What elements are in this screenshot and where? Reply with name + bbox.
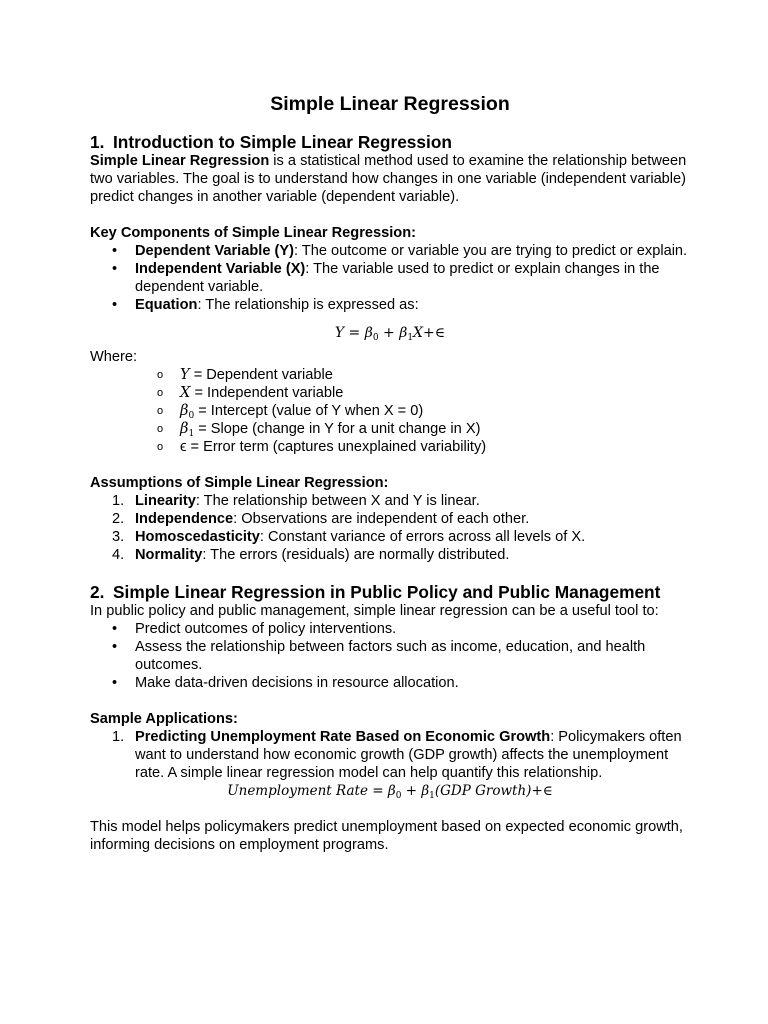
- uses-list: [90, 620, 690, 692]
- section-1-number: 1.: [90, 132, 105, 152]
- bullet-icon: •: [112, 297, 118, 313]
- list-item: • Dependent Variable (Y): The outcome or variable you are trying to predict or explain.: [112, 243, 688, 259]
- list-item: o $\beta_1$ = Slope (change in Y for a unit change in X): [157, 420, 481, 439]
- bullet-icon: •: [112, 639, 118, 655]
- section-2-intro: In public policy and public management, simple linear regression can be a useful tool to:: [90, 603, 659, 619]
- circle-bullet-icon: o: [157, 441, 164, 453]
- list-item: 2. Independence: Observations are independent of each other.: [112, 511, 530, 527]
- section-2-number: 2.: [90, 582, 105, 602]
- closing-paragraph: This model helps policymakers predict unemployment based on expected economic growth, informing decisions on employment programs.: [90, 819, 683, 853]
- unemployment-equation: Unemployment Rate = $\beta_0 + \beta_1(GDP$ Growth)+∈: [227, 783, 553, 801]
- section-2-heading: [90, 582, 690, 602]
- page-title: Simple Linear Regression: [270, 93, 510, 115]
- circle-bullet-icon: o: [157, 405, 164, 417]
- list-item: • Independent Variable (X): The variable used to predict or explain changes in the dependent variable.: [112, 261, 660, 295]
- where-label: Where:: [90, 349, 138, 365]
- section-1-title: Introduction to Simple Linear Regression: [113, 132, 452, 152]
- list-item: • Equation: The relationship is expressed as:: [112, 297, 419, 313]
- key-components-heading: Key Components of Simple Linear Regression:: [90, 225, 416, 241]
- list-item: • Make data-driven decisions in resource allocation.: [112, 675, 459, 691]
- bullet-icon: •: [112, 675, 118, 691]
- list-item: o ϵ = Error term (captures unexplained variability): [157, 439, 487, 455]
- section-2-title: Simple Linear Regression in Public Policy and Public Management: [113, 582, 661, 602]
- document-page: [90, 92, 690, 854]
- list-item: 3. Homoscedasticity: Constant variance of errors across all levels of X.: [112, 529, 586, 545]
- list-item: • Predict outcomes of policy interventions.: [112, 621, 397, 637]
- circle-bullet-icon: o: [157, 369, 164, 381]
- circle-bullet-icon: o: [157, 387, 164, 399]
- bullet-icon: •: [112, 261, 118, 277]
- list-item: 1. Predicting Unemployment Rate Based on Economic Growth: Policymakers often want to understand how economic growth (GDP growth) affects the unemployment rate. A simple linear regression model can help quantify this relationship.: [112, 729, 682, 781]
- list-item: o Y = Dependent variable: [157, 366, 333, 383]
- regression-equation: $Y = \beta_0$ + $\beta_1X+\in$: [334, 325, 446, 343]
- circle-bullet-icon: o: [157, 423, 164, 435]
- intro-term: Simple Linear Regression: [90, 153, 270, 169]
- list-item: 1. Linearity: The relationship between X and Y is linear.: [112, 493, 480, 509]
- sample-applications-heading: Sample Applications:: [90, 711, 238, 727]
- bullet-icon: •: [112, 243, 118, 259]
- assumptions-heading: Assumptions of Simple Linear Regression:: [90, 475, 389, 491]
- list-item: o $\beta_0$ = Intercept (value of Y when X = 0): [157, 402, 424, 421]
- section-1-heading: [90, 132, 690, 152]
- bullet-icon: •: [112, 621, 118, 637]
- where-list: [90, 366, 690, 456]
- assumptions-list: [90, 492, 690, 564]
- list-item: • Assess the relationship between factors such as income, education, and health outcomes.: [112, 639, 646, 673]
- applications-list: [90, 728, 690, 782]
- section-1-intro: [90, 152, 690, 206]
- list-item: 4. Normality: The errors (residuals) are normally distributed.: [112, 547, 510, 563]
- components-list: [90, 242, 690, 314]
- list-item: o X = Independent variable: [157, 384, 344, 401]
- intro-text: is a statistical method used to examine the relationship between two variables. The goal is to understand how changes in one variable (independent variable) predict changes in another variable (dependent variable).: [90, 153, 687, 205]
